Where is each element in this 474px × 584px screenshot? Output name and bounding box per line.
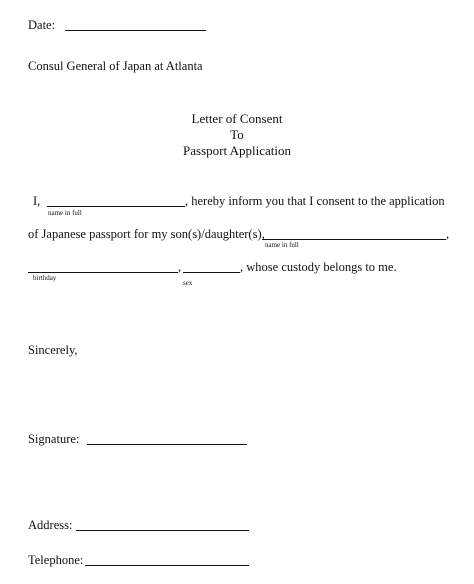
name-in-full-caption-2: name in full <box>265 241 299 249</box>
telephone-label: Telephone: <box>28 553 84 567</box>
signature-label: Signature: <box>28 432 80 446</box>
name-in-full-caption-1: name in full <box>48 209 82 217</box>
sex-caption: sex <box>183 279 193 287</box>
body-line3-suffix: , whose custody belongs to me. <box>240 260 397 274</box>
body-line2-text: of Japanese passport for my son(s)/daughter(s), <box>28 227 265 241</box>
body-line3-sep: , <box>178 260 182 274</box>
date-field-line[interactable] <box>65 30 206 31</box>
title-line-2: To <box>230 127 244 142</box>
sex-field-line[interactable] <box>183 272 240 273</box>
birthday-caption: birthday <box>33 274 57 282</box>
birthday-field-line[interactable] <box>28 272 178 273</box>
telephone-field-line[interactable] <box>85 565 249 566</box>
closing-text: Sincerely, <box>28 343 78 357</box>
parent-name-field-line[interactable] <box>47 206 185 207</box>
body-line2-end: , <box>446 227 450 241</box>
address-field-line[interactable] <box>76 530 249 531</box>
body-line1-prefix: I, <box>33 194 41 208</box>
child-name-field-line[interactable] <box>262 239 446 240</box>
date-label: Date: <box>28 18 56 32</box>
signature-field-line[interactable] <box>87 444 247 445</box>
title-line-1: Letter of Consent <box>191 111 283 126</box>
letter-title <box>0 111 474 159</box>
title-line-3: Passport Application <box>183 143 291 158</box>
body-line1-suffix: , hereby inform you that I consent to the application <box>185 194 445 208</box>
recipient-line: Consul General of Japan at Atlanta <box>28 59 203 73</box>
address-label: Address: <box>28 518 73 532</box>
